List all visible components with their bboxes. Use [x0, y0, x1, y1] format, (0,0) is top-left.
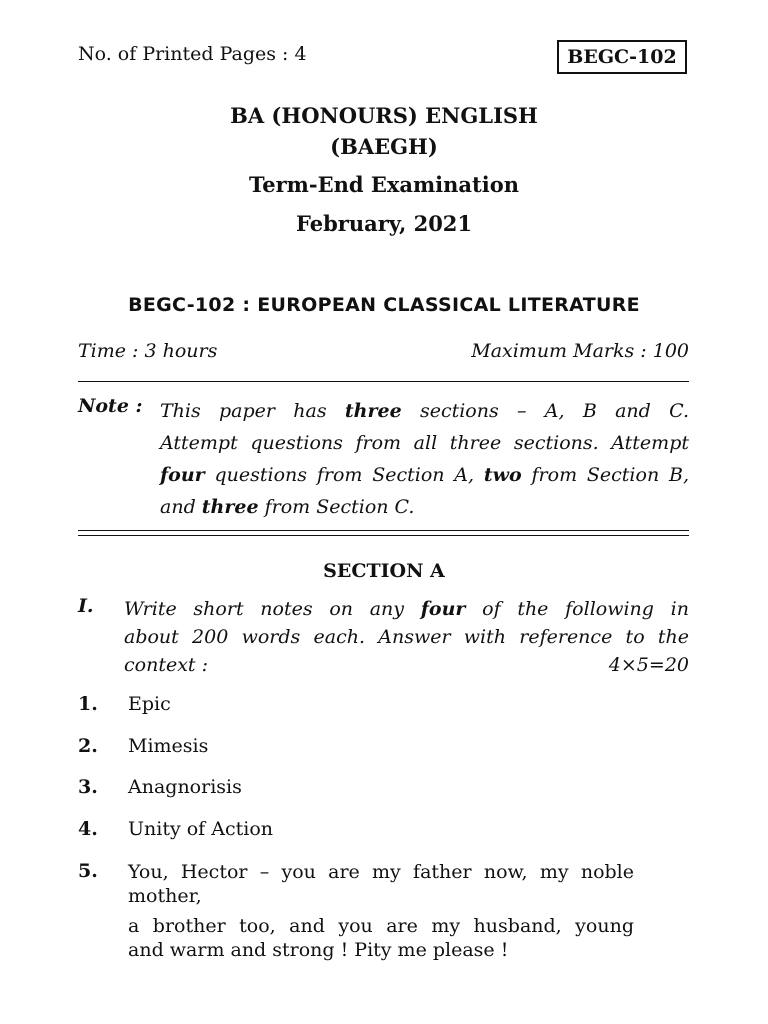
note-line [160, 459, 689, 491]
question-line [124, 623, 689, 651]
note-emphasis: three [201, 496, 259, 518]
question-text-span: Write short notes on any [124, 598, 421, 620]
quote-line: and warm and strong ! Pity me please ! [128, 939, 509, 961]
note-label: Note : [78, 395, 143, 417]
question-text [124, 595, 689, 679]
exam-title: Term-End Examination [248, 172, 519, 197]
note-text: from Section C. [258, 496, 415, 518]
question-line [124, 595, 689, 623]
item-text: Anagnorisis [128, 776, 242, 798]
double-rule-top [78, 530, 689, 531]
item-number: 3. [78, 776, 98, 798]
item-text: Mimesis [128, 735, 209, 757]
note-text: Attempt questions from all three sections. Attempt [160, 432, 689, 454]
note-body [160, 395, 689, 523]
programme-code: (BAEGH) [330, 134, 438, 159]
note-text: sections – A, B and C. [401, 400, 689, 422]
section-heading: SECTION A [323, 560, 445, 582]
course-code-box: BEGC-102 [557, 40, 687, 74]
item-number: 1. [78, 693, 98, 715]
programme-title: BA (HONOURS) ENGLISH [230, 103, 538, 128]
question-marks: 4×5=20 [608, 654, 689, 676]
note-text: This paper has [160, 400, 345, 422]
item-number: 5. [78, 860, 98, 882]
question-text-span: of the following in [465, 598, 689, 620]
question-line [124, 651, 689, 679]
note-text: and [160, 496, 202, 518]
item-quote [128, 860, 634, 962]
item-text: Epic [128, 693, 171, 715]
time-allowed: Time : 3 hours [78, 340, 218, 362]
exam-date: February, 2021 [295, 211, 473, 236]
question-text-span: about 200 words each. Answer with reference to the [124, 626, 689, 648]
double-rule-bottom [78, 535, 689, 536]
item-number: 2. [78, 735, 98, 757]
maximum-marks: Maximum Marks : 100 [471, 340, 689, 362]
note-text: from Section B, [521, 464, 689, 486]
printed-pages-count: No. of Printed Pages : 4 [78, 43, 307, 65]
paper-title: BEGC-102 : EUROPEAN CLASSICAL LITERATURE [128, 294, 640, 316]
quote-line: You, Hector – you are my father now, my noble [128, 861, 634, 883]
note-text: questions from Section A, [204, 464, 484, 486]
note-line [160, 427, 689, 459]
divider-rule [78, 381, 689, 382]
quote-line: a brother too, and you are my husband, young [128, 915, 634, 937]
question-emphasis: four [420, 598, 466, 620]
question-number: I. [78, 595, 94, 617]
note-line [160, 395, 689, 427]
question-text-span: context : [124, 654, 208, 676]
note-emphasis: four [160, 464, 205, 486]
item-text: Unity of Action [128, 818, 273, 840]
item-number: 4. [78, 818, 98, 840]
quote-line: mother, [128, 885, 202, 907]
note-emphasis: two [483, 464, 522, 486]
note-emphasis: three [344, 400, 402, 422]
note-line [160, 491, 689, 523]
